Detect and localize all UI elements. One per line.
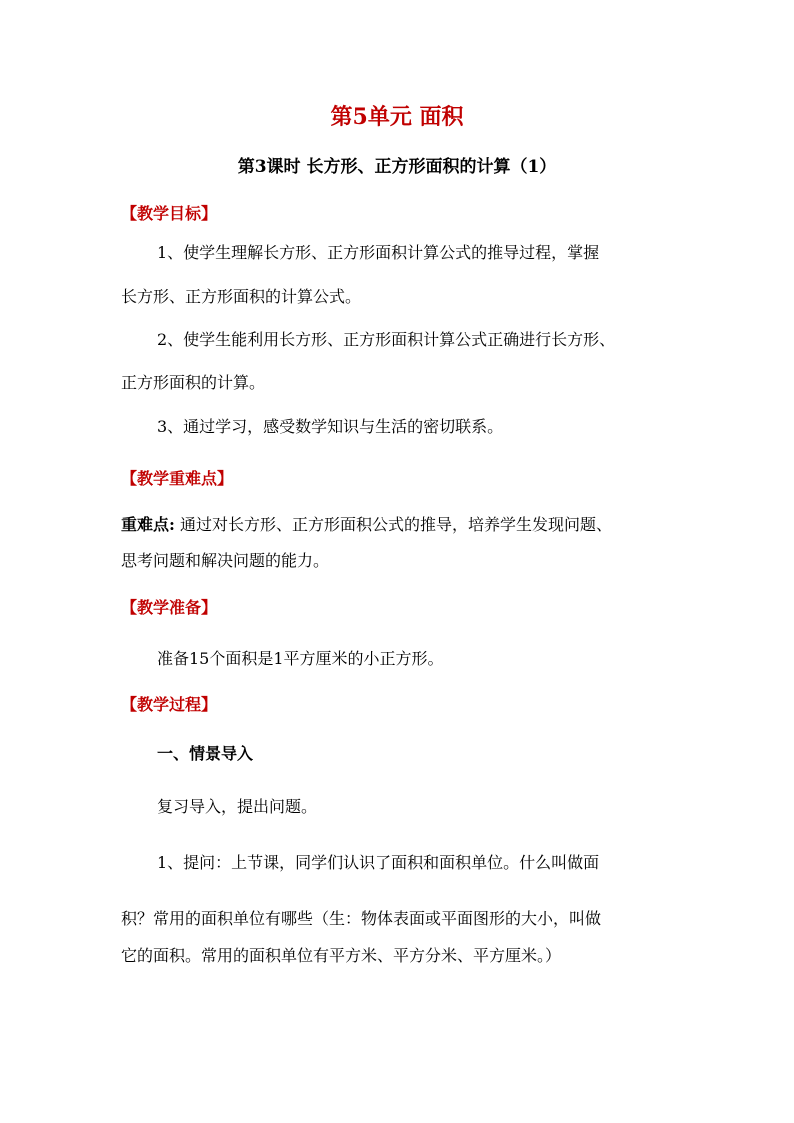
- key-points-label: 重难点:: [121, 515, 175, 534]
- review-intro-text: 复习导入，提出问题。: [157, 797, 318, 816]
- objective-1-line-2: 长方形、正方形面积的计算公式。: [121, 287, 362, 306]
- key-points-text: 通过对长方形、正方形面积公式的推导，培养学生发现问题、: [180, 515, 613, 534]
- objectives-heading: 【教学目标】: [121, 204, 218, 223]
- question-1-line-2: 积？常用的面积单位有哪些（生：物体表面或平面图形的大小，叫做: [121, 909, 602, 928]
- lesson-subtitle: 第3课时 长方形、正方形面积的计算（1）: [237, 157, 557, 177]
- scenario-intro-heading: 一、情景导入: [157, 744, 254, 763]
- objective-1-line-1: 1、使学生理解长方形、正方形面积计算公式的推导过程，掌握: [157, 243, 600, 262]
- question-1-line-1: 1、提问：上节课，同学们认识了面积和面积单位。什么叫做面: [157, 853, 600, 872]
- key-points-line-2: 思考问题和解决问题的能力。: [121, 551, 330, 570]
- question-1-line-3: 它的面积。常用的面积单位有平方米、平方分米、平方厘米。）: [121, 946, 562, 965]
- objective-3-line-1: 3、通过学习，感受数学知识与生活的密切联系。: [157, 417, 504, 436]
- process-heading: 【教学过程】: [121, 695, 218, 714]
- preparation-heading: 【教学准备】: [121, 598, 218, 617]
- preparation-text: 准备15个面积是1平方厘米的小正方形。: [157, 649, 444, 668]
- key-points-heading: 【教学重难点】: [121, 469, 234, 488]
- page-title: 第5单元 面积: [330, 104, 464, 130]
- key-points-line-1: [121, 515, 612, 535]
- objective-2-line-2: 正方形面积的计算。: [121, 373, 266, 392]
- objective-2-line-1: 2、使学生能利用长方形、正方形面积计算公式正确进行长方形、: [157, 330, 616, 349]
